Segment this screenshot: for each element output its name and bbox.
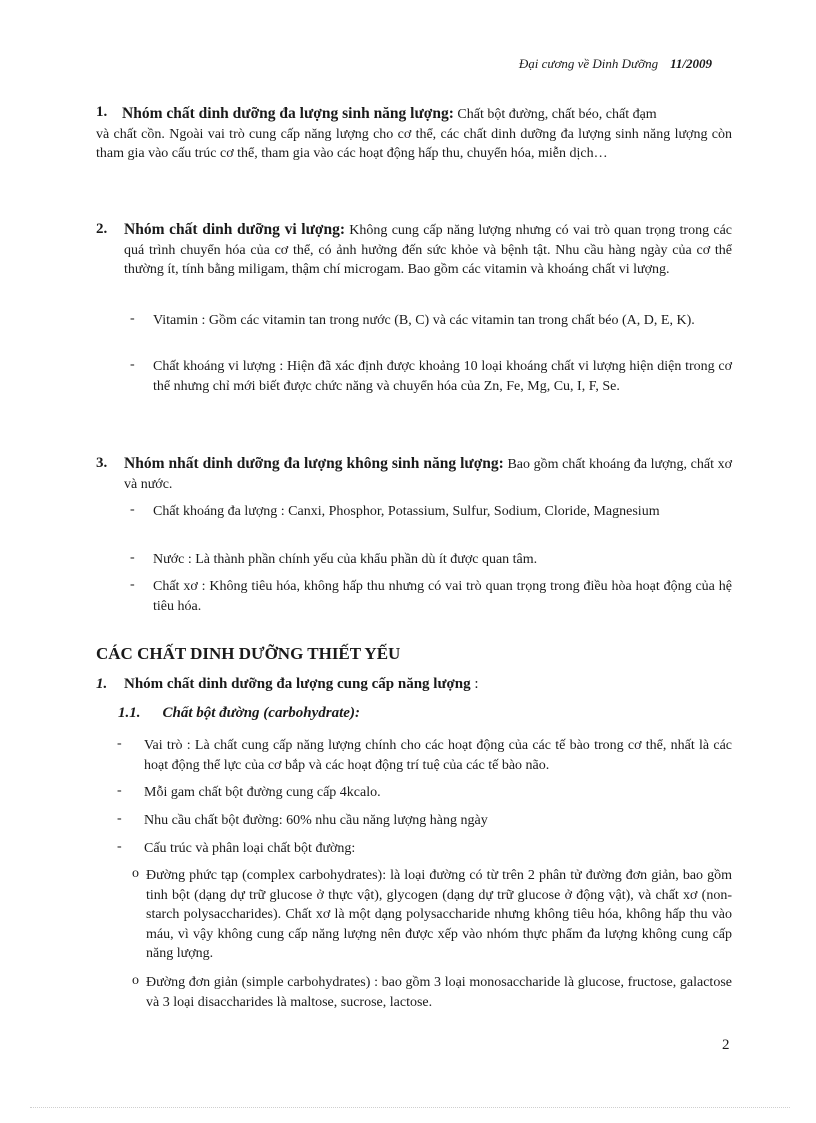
dash-marker: - — [117, 811, 122, 826]
sub-list-item-text: Đường đơn giản (simple carbohydrates) : bao gồm 3 loại monosaccharide là glucose, fructose, galactose và 3 loại disaccharides là maltose, sucrose, lactose. — [146, 975, 732, 1010]
list-item-text: Cấu trúc và phân loại chất bột đường: — [144, 841, 356, 856]
subsection-1 — [96, 676, 479, 693]
group-2-title: Nhóm chất dinh dưỡng vi lượng: — [124, 221, 346, 238]
page-number: 2 — [722, 1037, 730, 1053]
list-item-text: Nhu cầu chất bột đường: 60% nhu cầu năng lượng hàng ngày — [144, 813, 488, 828]
list-item-text: Chất khoáng đa lượng : Canxi, Phosphor, Potassium, Sulfur, Sodium, Cloride, Magnesium — [153, 504, 660, 519]
group-1-text1: Chất bột đường, chất béo, chất đạm — [453, 107, 657, 122]
header-title: Đại cương về Dinh Dưỡng — [518, 56, 659, 71]
subsection-1-title: Nhóm chất dinh dưỡng đa lượng cung cấp năng lượng — [124, 676, 471, 692]
subsection-1-1-number: 1.1. — [118, 705, 141, 721]
dash-marker: - — [130, 577, 135, 592]
list-item-text: Vitamin : Gồm các vitamin tan trong nước (B, C) và các vitamin tan trong chất béo (A, D, E, K). — [153, 313, 695, 328]
group-2-number: 2. — [96, 221, 108, 237]
header-date: 11/2009 — [670, 56, 712, 71]
page-header — [519, 56, 712, 72]
dash-marker: - — [130, 311, 135, 326]
list-item-text: Chất xơ : Không tiêu hóa, không hấp thu nhưng có vai trò quan trọng trong điều hòa hoạt động của hệ tiêu hóa. — [153, 579, 732, 614]
list-item — [130, 550, 732, 570]
sub-list-item-text: Đường phức tạp (complex carbohydrates): là loại đường có từ trên 2 phân tử đường đơn giản, bao gồm tinh bột (dạng dự trữ glucose ở thực vật), glycogen (dạng dự trữ glucose ở động vật), và chất xơ (non-starch polysaccharides). Chất xơ là một dạng polysaccharide nhưng không tiêu hóa, không hấp thu vào máu, vì vậy không cung cấp năng lượng nên được xếp vào nhóm thực phẩm đa lượng không cung cấp năng lượng. — [146, 868, 732, 961]
list-item-text: Mỗi gam chất bột đường cung cấp 4kcalo. — [144, 785, 381, 800]
dash-marker: - — [130, 502, 135, 517]
list-item — [117, 736, 732, 775]
dash-marker: - — [130, 357, 135, 372]
list-item — [117, 783, 732, 803]
circle-bullet-icon: o — [132, 973, 139, 988]
group-3-title: Nhóm nhất dinh dưỡng đa lượng không sinh năng lượng: — [124, 455, 504, 472]
dash-marker: - — [117, 783, 122, 798]
list-item-text: Nước : Là thành phần chính yếu của khẩu phần dù ít được quan tâm. — [153, 552, 538, 567]
group-2-body — [96, 220, 732, 280]
group-1-number: 1. — [96, 104, 108, 120]
dash-marker: - — [117, 839, 122, 854]
group-1-title: Nhóm chất dinh dưỡng đa lượng sinh năng lượng: — [122, 105, 454, 122]
group-2 — [96, 220, 732, 280]
list-item — [117, 811, 732, 831]
group-1 — [96, 104, 732, 164]
subsection-1-1-title: Chất bột đường (carbohydrate): — [162, 705, 360, 721]
group-3-number: 3. — [96, 455, 108, 471]
list-item — [130, 577, 732, 616]
subsection-1-number: 1. — [96, 676, 108, 692]
sub-list-item — [132, 973, 732, 1012]
dash-marker: - — [130, 550, 135, 565]
group-1-body: và chất cồn. Ngoài vai trò cung cấp năng lượng cho cơ thể, các chất dinh dưỡng đa lượng sinh năng lượng còn tham gia vào cấu trúc cơ thể, tham gia vào các hoạt động hấp thu, chuyển hóa, miễn dịch… — [96, 126, 732, 161]
group-2-text: Không cung cấp năng lượng nhưng có vai trò quan trọng trong các quá trình chuyển hóa của cơ thể, có ảnh hưởng đến sức khỏe và bệnh tật. Nhu cầu hàng ngày của cơ thể thường ít, tính bằng miligam, thậm chí microgam. Bao gồm các vitamin và khoáng chất vi lượng. — [124, 223, 732, 277]
page-bottom-divider — [30, 1107, 790, 1108]
section-title: CÁC CHẤT DINH DƯỠNG THIẾT YẾU — [96, 644, 401, 663]
subsection-1-suffix: : — [470, 676, 479, 692]
group-3 — [96, 454, 732, 494]
group-1-line1 — [96, 104, 732, 125]
dash-marker: - — [117, 736, 122, 751]
list-item — [130, 502, 732, 522]
list-item — [117, 839, 732, 859]
circle-bullet-icon: o — [132, 866, 139, 881]
group-3-body — [96, 454, 732, 494]
list-item-text: Vai trò : Là chất cung cấp năng lượng chính cho các hoạt động của các tế bào trong cơ thể, nhất là các hoạt động thể lực của cơ bắp và các hoạt động trí tuệ của các tế bào não. — [144, 738, 732, 773]
list-item-text: Chất khoáng vi lượng : Hiện đã xác định được khoảng 10 loại khoáng chất vi lượng hiện diện trong cơ thể nhưng chỉ mới biết được chức năng và chuyển hóa của Zn, Fe, Mg, Cu, I, F, Se. — [153, 359, 732, 394]
list-item — [130, 311, 732, 331]
list-item — [130, 357, 732, 396]
sub-list-item — [132, 866, 732, 964]
subsection-1-1 — [118, 705, 360, 722]
group-3-text: Bao gồm chất khoáng đa lượng, chất xơ và nước. — [124, 457, 732, 492]
